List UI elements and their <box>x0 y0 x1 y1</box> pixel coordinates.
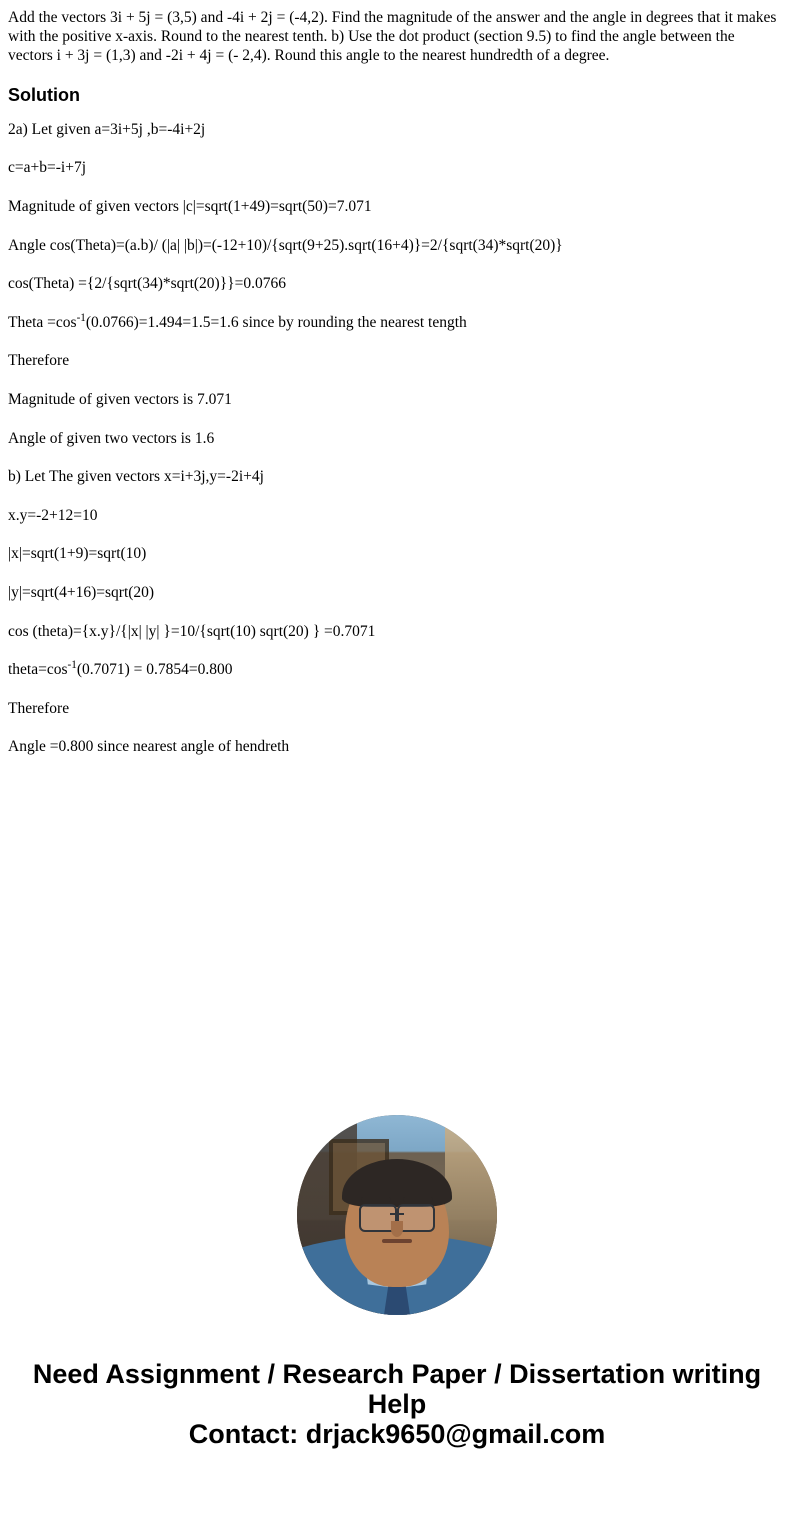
solution-line-10: x.y=-2+12=10 <box>8 506 98 524</box>
solution-line-1: 2a) Let given a=3i+5j ,b=-4i+2j <box>8 120 206 138</box>
cta-line-1: Need Assignment / Research Paper / Dissertation writing Help <box>32 1358 762 1420</box>
solution-heading: Solution <box>8 85 80 106</box>
question-text: Add the vectors 3i + 5j = (3,5) and -4i + 2j = (-4,2). Find the magnitude of the answer and the angle in degrees that it makes with the positive x-axis. Round to the nearest tenth. b) Use the dot product (section 9.5) to find the angle between the vectors i + 3j = (1,3) and -2i + 4j = (- 2,4). Round this angle to the nearest hundredth of a degree. <box>8 9 777 65</box>
avatar-glasses-bridge <box>390 1213 404 1216</box>
solution-line-12: |y|=sqrt(4+16)=sqrt(20) <box>8 583 155 601</box>
cta-line-2: Contact: drjack9650@gmail.com <box>188 1419 606 1450</box>
solution-line-14: Therefore <box>8 699 70 717</box>
solution-line-9: b) Let The given vectors x=i+3j,y=-2i+4j <box>8 468 264 486</box>
solution-line-7: Magnitude of given vectors is 7.071 <box>8 390 232 408</box>
avatar-container <box>8 1115 786 1315</box>
solution-line-6: Therefore <box>8 352 70 370</box>
theta-suffix: (0.0766)=1.494=1.5=1.6 since by rounding the nearest tength <box>85 313 467 331</box>
theta2-suffix: (0.7071) = 0.7854=0.800 <box>76 661 233 679</box>
solution-line-2: c=a+b=-i+7j <box>8 159 86 177</box>
solution-line-13: cos (theta)={x.y}/{|x| |y| }=10/{sqrt(10) sqrt(20) } =0.7071 <box>8 622 376 640</box>
theta-inverse-line-2 <box>8 658 786 680</box>
theta-prefix: Theta =cos <box>8 313 77 331</box>
solution-line-3: Magnitude of given vectors |c|=sqrt(1+49)=sqrt(50)=7.071 <box>8 197 372 215</box>
avatar-mouth <box>382 1239 412 1243</box>
solution-line-5: cos(Theta) ={2/{sqrt(34)*sqrt(20)}}=0.0766 <box>8 275 286 293</box>
theta2-exponent: -1 <box>67 658 77 671</box>
solution-line-8: Angle of given two vectors is 1.6 <box>8 429 215 447</box>
solution-line-15: Angle =0.800 since nearest angle of hendreth <box>8 738 290 756</box>
avatar-nose <box>391 1221 403 1237</box>
avatar-eyebrow-right <box>403 1197 433 1202</box>
page-spacer <box>8 777 786 1107</box>
avatar <box>297 1115 497 1315</box>
avatar-eyebrow-left <box>361 1197 391 1202</box>
footer-cta <box>8 1359 786 1470</box>
solution-line-4: Angle cos(Theta)=(a.b)/ (|a| |b|)=(-12+10)/{sqrt(9+25).sqrt(16+4)}=2/{sqrt(34)*sqrt(20)} <box>8 236 563 254</box>
theta2-prefix: theta=cos <box>8 661 68 679</box>
theta-exponent: -1 <box>76 311 86 324</box>
theta-inverse-line-1 <box>8 311 786 333</box>
solution-line-11: |x|=sqrt(1+9)=sqrt(10) <box>8 545 147 563</box>
